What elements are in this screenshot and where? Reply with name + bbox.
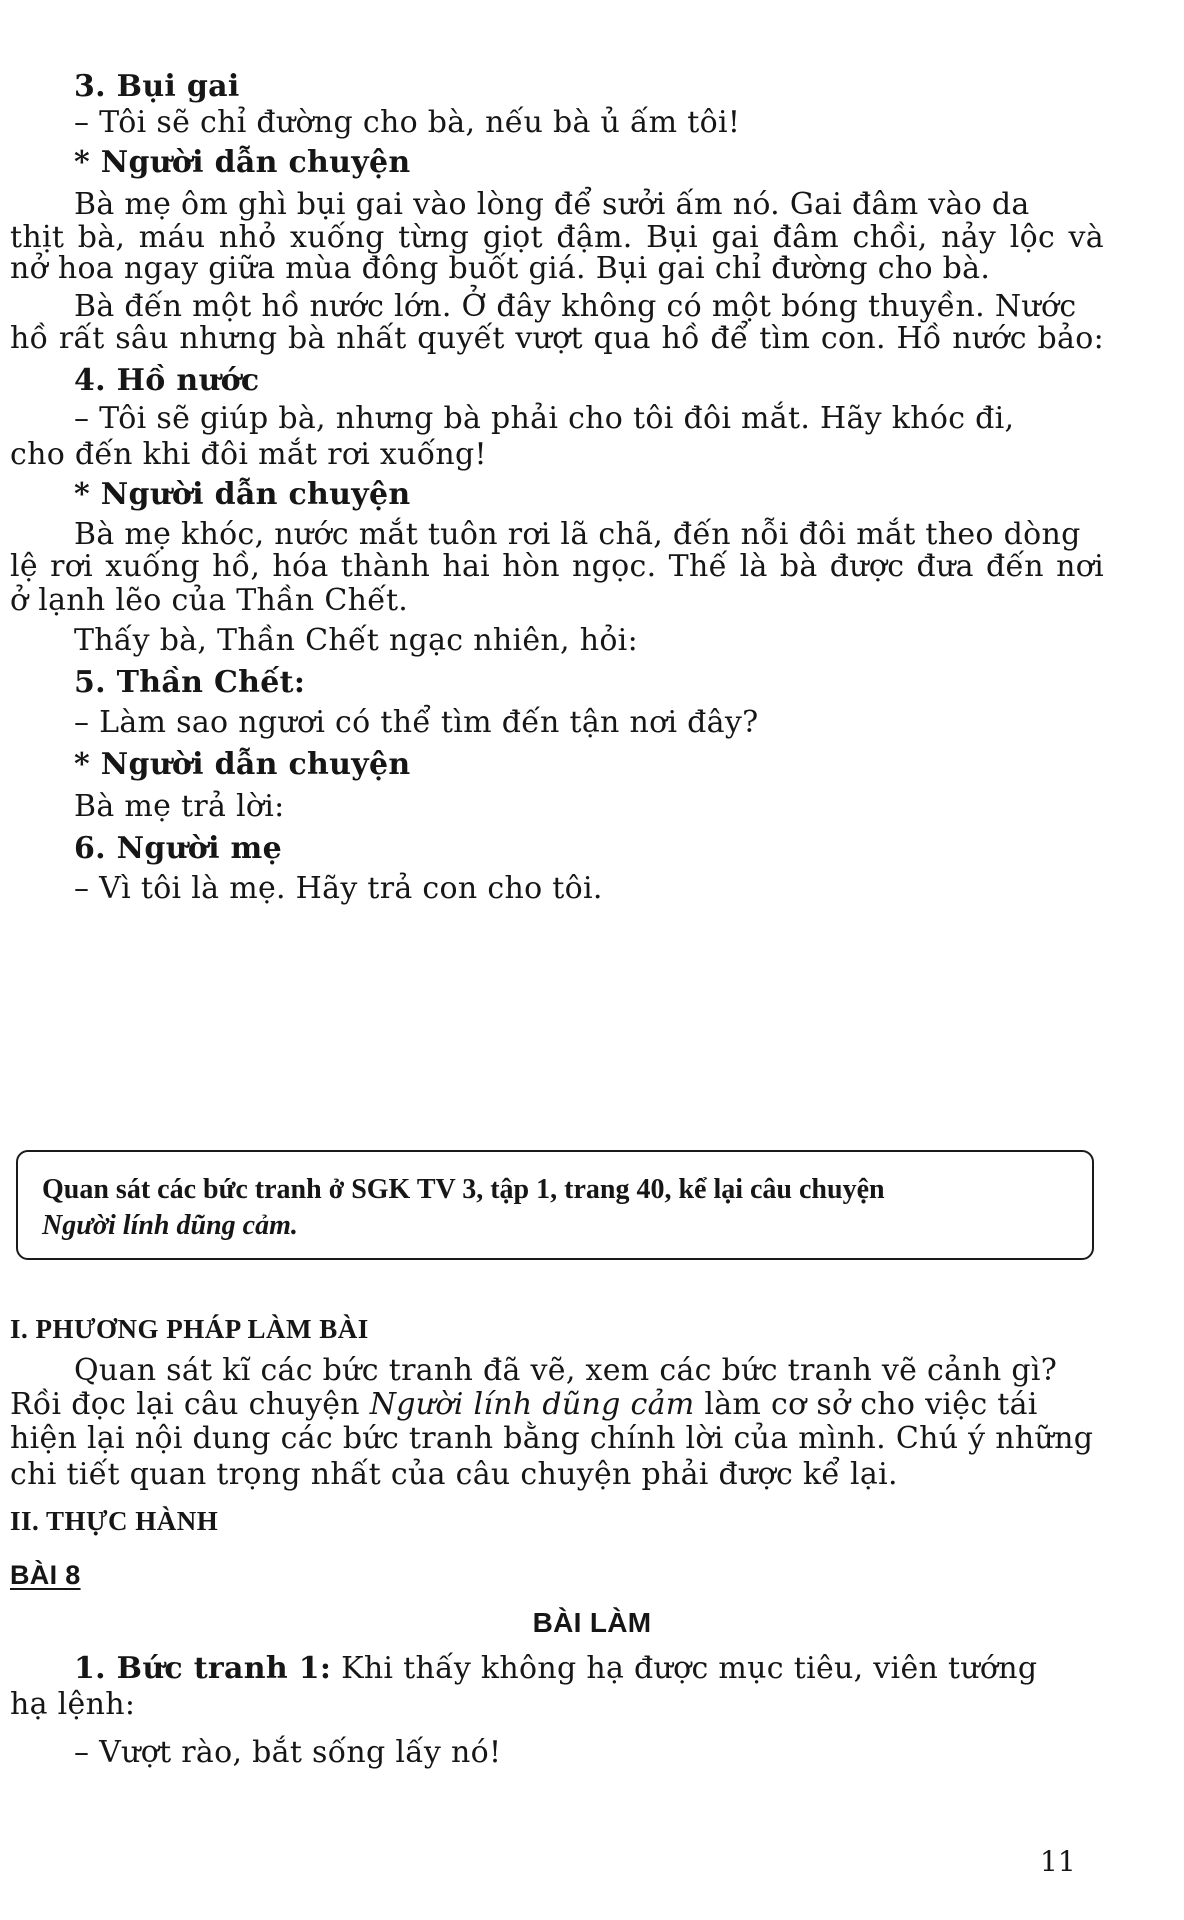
paragraph-line: ở lạnh lẽo của Thần Chết. [10, 583, 409, 618]
role-heading-nguoi-me: 6. Người mẹ [74, 831, 282, 866]
role-heading-ho-nuoc: 4. Hồ nước [74, 363, 260, 398]
paragraph-line: Bà đến một hồ nước lớn. Ở đây không có một bóng thuyền. Nước [74, 289, 1077, 324]
paragraph-line: nở hoa ngay giữa mùa đông buốt giá. Bụi gai chỉ đường cho bà. [10, 251, 991, 286]
dialogue-line: – Tôi sẽ chỉ đường cho bà, nếu bà ủ ấm tôi! [74, 105, 741, 140]
paragraph-line: hồ rất sâu nhưng bà nhất quyết vượt qua hồ để tìm con. Hồ nước bảo: [10, 321, 1104, 356]
paragraph-line: chi tiết quan trọng nhất của câu chuyện phải được kể lại. [10, 1457, 898, 1492]
answer-title: BÀI LÀM [532, 1607, 652, 1638]
paragraph-line: Thấy bà, Thần Chết ngạc nhiên, hỏi: [74, 623, 638, 658]
narrator-heading: * Người dẫn chuyện [74, 747, 411, 782]
paragraph-line: thịt bà, máu nhỏ xuống từng giọt đậm. Bụi gai đâm chồi, nảy lộc và [10, 220, 1104, 255]
narrator-heading: * Người dẫn chuyện [74, 145, 411, 180]
task-box-line1: Quan sát các bức tranh ở SGK TV 3, tập 1, trang 40, kể lại câu chuyện [42, 1174, 885, 1205]
narrator-heading: * Người dẫn chuyện [74, 477, 411, 512]
paragraph-line: Rồi đọc lại câu chuyện Người lính dũng cảm làm cơ sở cho việc tái [10, 1387, 1038, 1422]
paragraph-line: Bà mẹ trả lời: [74, 789, 285, 824]
section-title-method: I. PHƯƠNG PHÁP LÀM BÀI [10, 1314, 369, 1344]
paragraph-line: Bà mẹ khóc, nước mắt tuôn rơi lã chã, đến nỗi đôi mắt theo dòng [74, 517, 1081, 552]
dialogue-line: – Vượt rào, bắt sống lấy nó! [74, 1735, 502, 1770]
page-number: 11 [1040, 1845, 1076, 1878]
answer-line: hạ lệnh: [10, 1687, 136, 1722]
picture-label: 1. Bức tranh 1: [74, 1651, 332, 1686]
paragraph-line: Quan sát kĩ các bức tranh đã vẽ, xem các bức tranh vẽ cảnh gì? [74, 1353, 1058, 1388]
task-box-story-title: Người lính dũng cảm. [42, 1210, 298, 1241]
dialogue-line: – Làm sao ngươi có thể tìm đến tận nơi đây? [74, 705, 759, 740]
role-heading-than-chet: 5. Thần Chết: [74, 665, 306, 700]
paragraph-line: Bà mẹ ôm ghì bụi gai vào lòng để sưởi ấm nó. Gai đâm vào da [74, 187, 1030, 222]
paragraph-line: lệ rơi xuống hồ, hóa thành hai hòn ngọc. Thế là bà được đưa đến nơi [10, 549, 1104, 584]
dialogue-line: – Vì tôi là mẹ. Hãy trả con cho tôi. [74, 871, 603, 906]
story-title: Người lính dũng cảm [369, 1387, 695, 1422]
paragraph-line: hiện lại nội dung các bức tranh bằng chính lời của mình. Chú ý những [10, 1421, 1094, 1456]
dialogue-line: – Tôi sẽ giúp bà, nhưng bà phải cho tôi đôi mắt. Hãy khóc đi, [74, 401, 1015, 436]
role-heading-bui-gai: 3. Bụi gai [74, 69, 240, 104]
section-title-practice: II. THỰC HÀNH [10, 1506, 219, 1536]
exercise-label: BÀI 8 [10, 1560, 81, 1590]
task-box [16, 1150, 1094, 1260]
dialogue-line: cho đến khi đôi mắt rơi xuống! [10, 437, 487, 472]
answer-line: 1. Bức tranh 1: Khi thấy không hạ được mục tiêu, viên tướng [74, 1651, 1038, 1686]
